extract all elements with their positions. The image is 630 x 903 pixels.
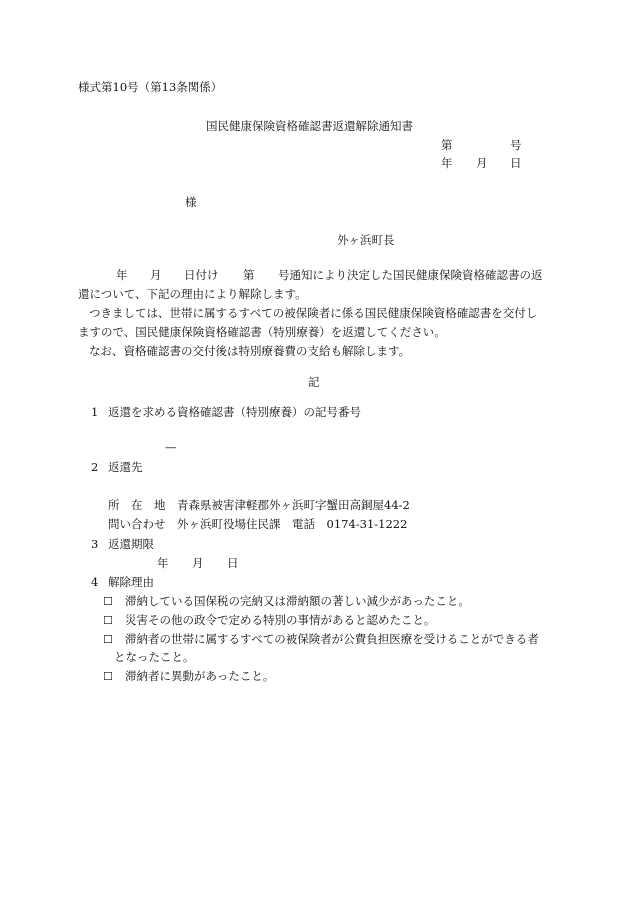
date-day: 日 [510,156,522,170]
deadline-month: 月 [192,556,204,570]
deadline-year: 年 [157,556,169,570]
reason2-checkbox[interactable]: ☐ [103,614,113,627]
date-year: 年 [441,156,453,170]
ki-heading: 記 [308,375,320,389]
contact-label: 問い合わせ [108,517,166,531]
reason2-text: 災害その他の政令で定める特別の事情があると認めたこと。 [125,613,436,627]
item1-dash: — [165,440,177,454]
reason4-text: 滞納者に異動があったこと。 [125,669,275,683]
body-year: 年 [116,268,128,282]
item2-label: 返還先 [108,460,143,474]
body-dated: 日付け [184,268,219,282]
item4-number: 4 [91,575,99,589]
number-prefix: 第 [441,138,453,152]
body-month: 月 [150,268,162,282]
item3-label: 返還期限 [108,537,154,551]
item2-number: 2 [91,460,99,474]
date-month: 月 [476,156,488,170]
body-p2-line2: ますので、国民健康保険資格確認書（特別療養）を返還してください。 [78,325,446,339]
item1-label: 返還を求める資格確認書（特別療養）の記号番号 [108,405,361,419]
address-label: 所 在 地 [108,498,166,512]
body-p1-rest: 号通知により決定した国民健康保険資格確認書の返 [278,268,543,282]
form-id: 様式第10号（第13条関係） [78,80,223,94]
reason1-checkbox[interactable]: ☐ [103,595,113,608]
reason1-text: 滞納している国保税の完納又は滞納額の著しい減少があったこと。 [125,594,470,608]
recipient-suffix: 様 [185,195,197,209]
reason3-checkbox[interactable]: ☐ [103,633,113,646]
body-p1-line2: 還について、下記の理由により解除します。 [78,287,307,301]
reason3-continuation: となったこと。 [114,650,195,664]
body-p3-line1: なお、資格確認書の交付後は特別療養費の支給も解除します。 [89,344,411,358]
contact-value: 外ヶ浜町役場住民課 電話 0174-31-1222 [177,517,408,531]
item4-label: 解除理由 [108,575,154,589]
number-suffix: 号 [510,138,522,152]
reason4-checkbox[interactable]: ☐ [103,670,113,683]
address-value: 青森県被害津軽郡外ヶ浜町字蟹田高銅屋44-2 [177,498,410,512]
item3-number: 3 [91,537,99,551]
deadline-day: 日 [227,556,239,570]
document-title: 国民健康保険資格確認書返還解除通知書 [206,119,413,133]
item1-number: 1 [91,405,99,419]
body-p2-line1: つきましては、世帯に属するすべての被保険者に係る国民健康保険資格確認書を交付し [89,306,538,320]
issuer: 外ヶ浜町長 [337,233,395,247]
reason3-text: 滞納者の世帯に属するすべての被保険者が公費負担医療を受けることができる者 [125,632,539,646]
body-number-prefix: 第 [243,268,255,282]
